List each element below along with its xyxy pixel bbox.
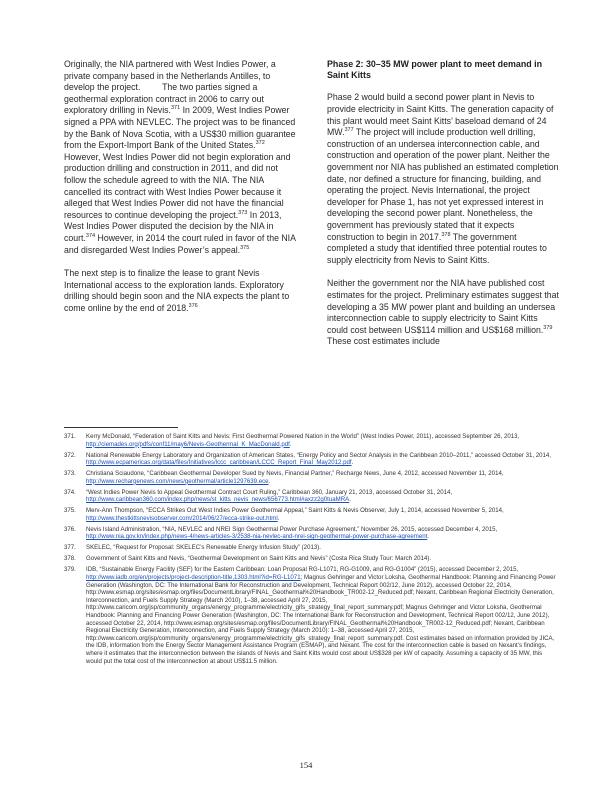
footnote-number: 373. [64,470,76,478]
footnote-ref-374[interactable]: 374 [85,232,96,239]
right-column [327,59,559,360]
left-paragraph-1: Originally, the NIA partnered with West Indies Power, a private company based in the Netherlands Antilles, to develop the project. The two parties signed a geothermal exploration contract in 2006 to carry out exploratory drilling in Nevis.$^{371}$ In 2009, West Indies Power signed a PPA with NEVLEC. The project was to be financed by the Bank of Nova Scotia, with a US$30 million guarantee from the Export-Import Bank of the United States.$^{372}$ However, West Indies Power did not begin exploration and production drilling and construction in 2011, and did not follow the schedule agreed to with the NIA. The NIA cancelled its contract with West Indies Power because it alleged that West Indies Power did not have the financial resources to continue developing the project.$^{373}$ In 2013, West Indies Power disputed the decision by the NIA in court.$^{374}$ However, in 2014 the court ruled in favor of the NIA and disregarded West Indies Power’s appeal.$^{375}$ [64,59,296,255]
section-heading: Phase 2: 30–35 MW power plant to meet demand in Saint Kitts [327,59,543,81]
footnote-divider [64,427,178,428]
footnote-link[interactable]: http://www.nia.gov.kn/index.php/news-4/news-articles-3/2538-nia-nevlec-and-nrei-sign-geothermal-power-purchase-agreement [86,533,428,541]
footnote-375: 375. Merv-Ann Thompson, “ECCA Strikes Out West Indies Power Geothermal Appeal,” Saint Kitts & Nevis Observer, July 1, 2014, accessed November 5, 2014, http://www.thestkittsnevisobserver.com/2014/06/27/ecca-strike-out.html. [64,507,504,522]
footnote-link[interactable]: http://www.caribbean360.com/index.php/news/st_kitts_nevis_news/656773.html#axzz2g0tuaMRA [86,496,350,504]
footnote-372: 372. National Renewable Energy Laboratory and Organization of American States, “Energy Policy and Sector Analysis in the Caribbean 2010–2011,” accessed October 31, 2014, http://www.ecpamericas.org/data/files/Initiatives/lccc_caribbean/LCCC_Report_Final_May2012.pdf. [64,451,551,467]
footnote-ref-375[interactable]: 375 [240,244,250,251]
footnote-ref-378[interactable]: 378 [441,231,451,238]
page-number: 154 [299,760,313,770]
right-paragraph-2: Neither the government nor the NIA have published cost estimates for the project. Preliminary estimates suggest that developing a 35 MW power plant and building an undersea interconnection cable to supply electricity to Saint Kitts could cost between US$114 million and US$168 million.$^{379}$ These cost estimates include [327,278,559,347]
left-column [64,59,297,326]
left-paragraph-2: The next step is to finalize the lease to grant Nevis International access to the exploration lands. Exploratory drilling should begin soon and the NIA expects the plant to come online by the end of 2018.$^{376}$ [64,268,290,313]
footnote-link[interactable]: http://www.rechargenews.com/news/geothermal/article1297639.ece [86,477,269,485]
right-paragraph-1: Phase 2 would build a second power plant in Nevis to provide electricity in Saint Kitts. The generation capacity of this plant would meet Saint Kitts’ baseload demand of 24 MW.$^{377}$ The project will include production well drilling, construction of an undersea interconnection cable, and construction and operation of the power plant. Neither the government nor NIA has published an estimated completion date, nor defined a structure for financing, building, and operating the project. Nevis International, the project developer for Phase 1, has not yet expressed interest in developing the second power plant. Nonetheless, the government has previously stated that it expects construction to begin in 2017.$^{378}$ The government completed a study that identified three potential routes to supply electricity from Nevis to Saint Kitts. [327,92,559,265]
footnote-number: 372. [64,451,76,459]
footnote-374: 374. “West Indies Power Nevis to Appeal Geothermal Contract Court Ruling,” Caribbean 360, January 21, 2013, accessed October 31, 2014, http://www.caribbean360.com/index.php/news/st_kitts_nevis_news/656773.html#axzz2g0tuaMRA. [64,488,453,504]
footnote-number: 371. [64,433,76,440]
footnote-number: 374. [64,488,76,496]
footnote-number: 379. [64,566,76,574]
footnote-379: 379. IDB, “Sustainable Energy Facility (SEF) for the Eastern Caribbean: Loan Proposal RG-L1071, RG-G1009, and RG-G1004” (2015), accessed December 2, 2015, http://www.iadb.org/en/projects/project-description-title,1303.html?id=RG-L1071; Magnus Gehringer and Victor Loksha, Geothermal Handbook: Planning and Financing Power Generation (Washington, DC: The International Bank for Reconstruction and Development, Technical Report 002/12, June 2012), accessed October 22, 2014, http://www.esmap.org/sites/esmap.org/files/DocumentLibrary/FINAL_Geothermal%20Handbook_TR002-12_Reduced.pdf; Nexant, Caribbean Regional Electricity Generation, Interconnection, and Fuels Supply Strategy (March 2010), 1–38, accessed April 27, 2015, http://www.caricom.org/jsp/community_organs/energy_programme/electricity_gifs_strategy_final_report_summary.pdf; Magnus Gehringer and Victor Loksha, Geothermal Handbook: Planning and Financing Power Generation (Washington, DC: The International Bank for Reconstruction and Development, Technical Report 002/12, June 2012), accessed October 22, 2014, http://www.esmap.org/sites/esmap.org/files/DocumentLibrary/FINAL_Geothermal%20Handbook_TR002-12_Reduced.pdf; Nexant, Caribbean Regional Electricity Generation, Interconnection, and Fuels Supply Strategy (March 2010): 1–38, accessed April 27, 2015, http://www.caricom.org/jsp/community_organs/energy_programme/electricity_gifs_strategy_final_report_summary.pdf. Cost estimates based on information provided by JICA, the IDB, information from the Energy Sector Management Assistance Program (ESMAP), and Nexant. The cost for the interconnection cable is based on Nexant’s findings, where it estimates that the interconnection between the islands of Nevis and Saint Kitts would cost about US$328 per kW of capacity. Assuming a capacity of 35 MW, this would put the total cost of the interconnection at about US$11.5 million. [64,566,556,665]
footnote-378: 378. Government of Saint Kitts and Nevis, “Geothermal Development on Saint Kitts and Nevis” (Costa Rica Study Tour: March 2014). [64,555,432,563]
footnote-371: 371. Kerry McDonald, “Federation of Saint Kitts and Nevis: First Geothermal Powered Nation in the World” (West Indies Power, 2011), accessed September 26, 2013, http://ciemades.org/pdfs/conf11/may6/Nevis-Geothermal_K_MacDonald.pdf. [64,433,520,448]
footnote-ref-376[interactable]: 376 [188,302,198,309]
footnote-ref-373[interactable]: 373 [238,209,248,216]
footnotes [64,433,559,669]
footnote-link[interactable]: http://www.ecpamericas.org/data/files/Initiatives/lccc_caribbean/LCCC_Report_Final_May2012.pdf [86,459,352,467]
footnote-number: 378. [64,555,76,563]
footnote-link[interactable]: http://www.iadb.org/en/projects/project-description-title,1303.html?id=RG-L1071 [86,574,301,582]
footnote-link[interactable]: http://www.thestkittsnevisobserver.com/2014/06/27/ecca-strike-out.html [86,514,278,522]
footnote-link[interactable]: http://ciemades.org/pdfs/conf11/may6/Nevis-Geothermal_K_MacDonald.pdf [86,440,290,448]
footnote-ref-377[interactable]: 377 [344,127,354,134]
footnote-number: 376. [64,525,76,533]
footnote-ref-371[interactable]: 371 [171,105,181,112]
footnote-ref-372[interactable]: 372 [255,140,265,147]
footnote-376: 376. Nevis Island Administration, “NIA, NEVLEC and NREI Sign Geothermal Power Purchase Agreement,” November 26, 2015, accessed December 4, 2015, http://www.nia.gov.kn/index.php/news-4/news-articles-3/2538-nia-nevlec-and-nrei-sign-geothermal-power-purchase-agreement. [64,525,498,541]
footnote-373: 373. Christiana Sciaudone, “Caribbean Geothermal Developer Sued by Nevis, Financial Partner,” Recharge News, June 4, 2012, accessed November 11, 2014, http://www.rechargenews.com/news/geothermal/article1297639.ece. [64,470,504,485]
footnote-377: 377. SKELEC, “Request for Proposal: SKELEC’s Renewable Energy Infusion Study” (2013). [64,544,321,552]
footnote-ref-379[interactable]: 379 [543,324,553,331]
footnote-number: 377. [64,544,76,552]
footnote-number: 375. [64,507,76,515]
